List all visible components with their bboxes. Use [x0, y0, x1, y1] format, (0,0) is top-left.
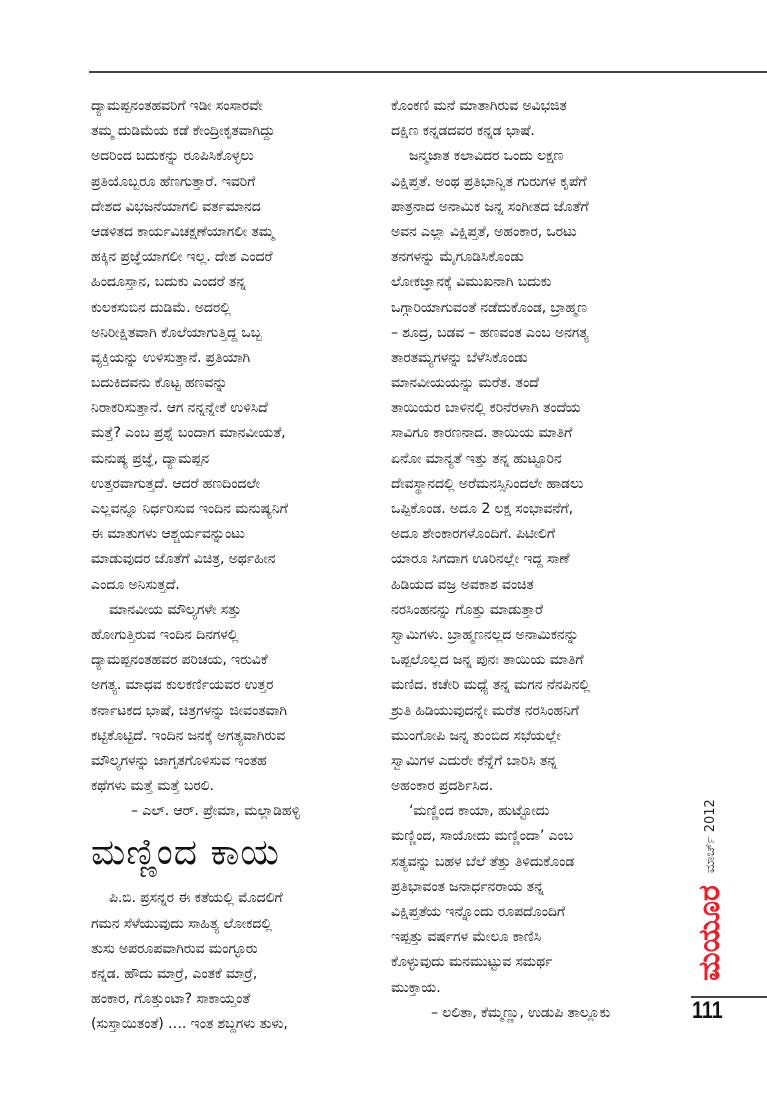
text-line: ಮುಕ್ತಾಯ.	[391, 979, 441, 996]
text-line: ಅದರಿಂದ ಬದುಕನ್ನು ರೂಪಿಸಿಕೊಳ್ಳಲು	[91, 148, 254, 165]
text-line: ಉತ್ತರವಾಗುತ್ತದೆ. ಆದರೆ ಹಣದಿಂದಲೇ	[91, 475, 261, 492]
text-line: ಕರ್ನಾಟಕದ ಭಾಷೆ, ಚಿತ್ರಗಳನ್ನು ಜೀವಂತವಾಗಿ	[91, 702, 287, 719]
text-line: ವಿಕ್ಷಿಪ್ತತೆ. ಅಂಥ ಪ್ರತಿಭಾನ್ವಿತ ಗುರುಗಳ ಕೃಪೆಗೆ	[391, 173, 587, 190]
text-line: ದ್ಯಾಮಪ್ಪನಂತಹವರ ಪರಿಚಯ, ಇರುವಿಕೆ	[91, 652, 268, 669]
text-line: ಪ್ರತಿಯೊಬ್ಬರೂ ಹೆಣಗುತ್ತಾರೆ. ಇವರಿಗೆ	[91, 173, 256, 190]
text-line: ಒಗ್ಗಾರಿಯಾಗುವಂತೆ ನಡೆದುಕೊಂಡ, ಬ್ರಾಹ್ಮಣ	[391, 299, 587, 316]
magazine-logo: ಮಯೂರ	[692, 885, 727, 981]
text-line: ಮತ್ತೆ? ಎಂಬ ಪ್ರಶ್ನೆ ಬಂದಾಗ ಮಾನವೀಯತೆ,	[91, 425, 286, 442]
review-headline: ಮಣ್ಣಿಂದ ಕಾಯ	[91, 832, 280, 874]
text-line: ಮಾನವೀಯಯನ್ನು ಮರೆತ. ತಂದೆ	[391, 375, 539, 392]
text-line: ಪ್ರತಿಭಾವಂತ ಜನಾರ್ಧನರಾಯ ತನ್ನ	[391, 878, 544, 895]
text-line: ವ್ಯಕ್ತಿಯನ್ನು ಉಳಿಸುತ್ತಾನೆ. ಪ್ರತಿಯಾಗಿ	[91, 349, 251, 366]
text-line: ಹಿಡಿಯದ ವಜ್ರ ಅವಕಾಶ ವಂಚಿತ	[391, 576, 534, 593]
masthead-strip	[690, 790, 730, 990]
left-column	[91, 94, 381, 1038]
text-line: ಮಣಿದ. ಕಚೇರಿ ಮಧ್ಯೆ ತನ್ನ ಮಗನ ನೆನಪಿನಲ್ಲಿ	[391, 677, 590, 694]
text-line: ‘ಮಣ್ಣಿಂದ ಕಾಯಾ, ಹುಟ್ಟೋದು	[409, 803, 550, 820]
text-line: ಒಪ್ಪಲೊಲ್ಲದ ಜನ್ನ ಪುನಃ ತಾಯಿಯ ಮಾತಿಗೆ	[391, 652, 584, 669]
issue-date: ಮಾರ್ಚ್ 2012	[702, 799, 718, 874]
text-line: ಮಾನವೀಯ ಮೌಲ್ಯಗಳೇ ಸತ್ತು	[109, 601, 242, 618]
text-line: ತಾಯಿಯರ ಬಾಳಿನಲ್ಲಿ ಕರಿನೆರಳಾಗಿ ತಂದೆಯ	[391, 400, 581, 417]
text-line: ಸ್ವಾಮಿಗಳ ಎದುರೇ ಕೆನ್ನೆಗೆ ಬಾರಿಸಿ ತನ್ನ	[391, 752, 557, 769]
text-line: ಸತ್ಯವನ್ನು ಬಹಳ ಬೆಲೆ ತೆತ್ತು ತಿಳಿದುಕೊಂಡ	[391, 853, 575, 870]
masthead-rotated	[694, 799, 726, 981]
text-line: ಮುಂಗೋಪಿ ಜನ್ನ ತುಂಬಿದ ಸಭೆಯಲ್ಲೇ	[391, 727, 561, 744]
text-line: ನರಸಿಂಹನನ್ನು ಗೊತ್ತು ಮಾಡುತ್ತಾರೆ	[391, 601, 543, 618]
article-continuation-paragraph-1	[91, 94, 381, 598]
text-line: ಕಟ್ಟಿಕೊಟ್ಟಿದೆ. ಇಂದಿನ ಜನಕ್ಕೆ ಅಗತ್ಯವಾಗಿರುವ	[91, 727, 286, 744]
text-line: ಅನಿರೀಕ್ಷಿತವಾಗಿ ಕೊಲೆಯಾಗುತ್ತಿದ್ದ ಒಬ್ಬ	[91, 324, 262, 341]
text-line: ಬದುಕಿದವನು ಕೊಟ್ಟ ಹಣವನ್ನು	[91, 375, 228, 392]
text-line: ತಮ್ಮ ದುಡಿಮೆಯ ಕಡೆ ಕೇಂದ್ರೀಕೃತವಾಗಿದ್ದು	[91, 123, 275, 140]
right-column	[391, 94, 681, 1026]
text-line: ಸ್ವಾಮಿಗಳು. ಬ್ರಾಹ್ಮಣನಲ್ಲದ ಅನಾಮಿಕನನ್ನು	[391, 626, 579, 643]
text-line: ಲೋಕಜ್ಞಾನಕ್ಕೆ ವಿಮುಖನಾಗಿ ಬದುಕು	[391, 274, 552, 291]
text-line: ಹಕ್ಕಿನ ಪ್ರಜ್ಞೆಯಾಗಲೀ ಇಲ್ಲ. ದೇಶ ಎಂದರೆ	[91, 249, 273, 266]
text-line: ದ್ಯಾಮಪ್ಪನಂತಹವರಿಗೆ ಇಡೀ ಸಂಸಾರವೇ	[91, 98, 263, 114]
text-line: – ಶೂದ್ರ, ಬಡವ – ಹಣವಂತ ಎಂಬ ಅನಗತ್ಯ	[391, 324, 589, 341]
text-line: ಕನ್ನಡ. ಹೌದು ಮಾರ್ರೆ, ಎಂತಕೆ ಮಾರ್ರೆ,	[91, 966, 258, 982]
text-line: ವಿಕ್ಷಿಪ್ತತೆಯ ಇನ್ನೊಂದು ರೂಪದೊಂದಿಗೆ	[391, 904, 565, 920]
review-paragraph-2	[391, 144, 681, 799]
article-signature: – ಎಲ್. ಆರ್. ಪ್ರೇಮಾ, ಮಲ್ಲಾಡಿಹಳ್ಳಿ	[131, 803, 300, 820]
text-line: ಅದೂ ಶೇಂಕಾರಗಳೊಂದಿಗೆ. ಪಿಟೀಲಿಗೆ	[391, 526, 555, 543]
text-line: ತನಗಳನ್ನು ಮೈಗೂಡಿಸಿಕೊಂಡು	[391, 249, 524, 266]
text-line: ದಕ್ಷಿಣ ಕನ್ನಡದವರ ಕನ್ನಡ ಭಾಷೆ.	[391, 123, 535, 140]
text-line: ಈ ಮಾತುಗಳು ಆಶ್ಚರ್ಯವನ್ನುಂಟು	[91, 526, 245, 543]
text-line: ಹೋಗುತ್ತಿರುವ ಇಂದಿನ ದಿನಗಳಲ್ಲಿ	[91, 626, 239, 643]
text-line: ಹಂಕಾರ, ಗೊತ್ತುಂಟಾ? ಸಾಕಾಯ್ತಂತೆ	[91, 991, 251, 1008]
text-line: ಎಂದೂ ಅನಿಸುತ್ತದೆ.	[91, 576, 180, 593]
text-line: ಸಾವಿಗೂ ಕಾರಣನಾದ. ತಾಯಿಯ ಮಾತಿಗೆ	[391, 425, 573, 442]
review-paragraph-1-end	[391, 94, 681, 144]
text-line: ದೇಶದ ವಿಭಜನೆಯಾಗಲಿ ವರ್ತಮಾನದ	[91, 198, 261, 215]
article-continuation-paragraph-2	[91, 598, 381, 800]
text-line: ಏನೋ ಮಾನ್ಯತೆ ಇತ್ತು ತನ್ನ ಹುಟ್ಟೂರಿನ	[391, 450, 562, 467]
text-line: ಅಗತ್ಯ. ಮಾಧವ ಕುಲಕರ್ಣಿಯವರ ಉತ್ತರ	[91, 677, 274, 694]
text-line: ತುಸು ಅಪರೂಪವಾಗಿರುವ ಮಂಗ್ಳೂರು	[91, 940, 258, 957]
text-line: ಮೌಲ್ಯಗಳನ್ನು ಜಾಗೃತಗೊಳಿಸುವ ಇಂತಹ	[91, 752, 267, 769]
text-line: ಒಪ್ಪಿಕೊಂಡ. ಅದೂ 2 ಲಕ್ಷ ಸಂಭಾವನೆಗೆ,	[391, 501, 573, 517]
text-line: ಮಾಡುವುದರ ಜೊತೆಗೆ ವಿಚಿತ್ರ, ಅರ್ಥಹೀನ	[91, 551, 276, 568]
review-paragraph-1-start	[91, 886, 381, 1037]
text-line: ಪಾತ್ರನಾದ ಅನಾಮಿಕ ಜನ್ನ ಸಂಗೀತದ ಜೊತೆಗೆ	[391, 198, 589, 215]
text-line: ಅಹಂಕಾರ ಪ್ರದರ್ಶಿಸಿದ.	[391, 778, 493, 795]
top-rule	[89, 71, 767, 73]
text-line: ಮನುಷ್ಯ ಪ್ರಜ್ಞೆ, ದ್ಯಾಮಪ್ಪನ	[91, 450, 210, 467]
text-line: ಎಲ್ಲವನ್ನೂ ನಿರ್ಧರಿಸುವ ಇಂದಿನ ಮನುಷ್ಯನಿಗೆ	[91, 501, 288, 517]
text-line: ಶ್ರುತಿ ಹಿಡಿಯುವುದನ್ನೇ ಮರೆತ ನರಸಿಂಹನಿಗೆ	[391, 702, 579, 719]
text-line: ನಿರಾಕರಿಸುತ್ತಾನೆ. ಆಗ ನನ್ನನ್ನೇಕೆ ಉಳಿಸಿದೆ	[91, 400, 268, 417]
text-line: ಇಪ್ಪತ್ತು ವರ್ಷಗಳ ಮೇಲೂ ಕಾಣಿಸಿ	[391, 929, 542, 946]
text-line: ಆಡಳಿತದ ಕಾರ್ಯವಿಚಕ್ಷಣೆಯಾಗಲೀ ತಮ್ಮ	[91, 223, 274, 240]
text-line: ಅವನ ಎಲ್ಲಾ ವಿಕ್ಷಿಪ್ತತೆ, ಅಹಂಕಾರ, ಒರಟು	[391, 223, 577, 240]
page-number: 111	[692, 997, 723, 1024]
text-line: ಯಾರೂ ಸಿಗದಾಗ ಊರಿನಲ್ಲೇ ಇದ್ದ ಸಾಣೆ	[391, 551, 570, 568]
text-line: ಗಮನ ಸೆಳೆಯುವುದು ಸಾಹಿತ್ಯ ಲೋಕದಲ್ಲಿ	[91, 915, 272, 932]
text-line: ಕುಲಕಸುಬಿನ ದುಡಿಮೆ. ಅದರಲ್ಲಿ	[91, 299, 231, 316]
text-line: ಜನ್ಮಜಾತ ಕಲಾವಿದರ ಒಂದು ಲಕ್ಷಣ	[409, 148, 564, 165]
text-line: ಕೊಂಕಣಿ ಮನೆ ಮಾತಾಗಿರುವ ಅವಿಭಜಿತ	[391, 98, 567, 114]
text-line: ಮಣ್ಣಿಂದ, ಸಾಯೋದು ಮಣ್ಣಿಂದಾ’ ಎಂಬ	[391, 828, 574, 845]
text-line: (ಸುಸ್ತಾಯಿತಂತೆ) …. ಇಂತ ಶಬ್ದಗಳು ತುಳು,	[91, 1016, 288, 1033]
review-signature: – ಲಲಿತಾ, ಕೆಮ್ಮಣ್ಣು, ಉಡುಪಿ ತಾಲ್ಲೂಕು	[431, 1004, 611, 1021]
text-line: ದೇವಸ್ಥಾನದಲ್ಲಿ ಅರೆಮನಸ್ಸಿನಿಂದಲೇ ಹಾಡಲು	[391, 475, 584, 492]
text-line: ತಾರತಮ್ಯಗಳನ್ನು ಬೆಳೆಸಿಕೊಂಡು	[391, 349, 528, 366]
text-line: ಕಥೆಗಳು ಮತ್ತೆ ಮತ್ತೆ ಬರಲಿ.	[91, 778, 214, 795]
text-line: ಕೊಳ್ಳುವುದು ಮನಮುಟ್ಟುವ ಸಮರ್ಥ	[391, 954, 553, 971]
text-line: ಹಿಂದೂಸ್ತಾನ, ಬದುಕು ಎಂದರೆ ತನ್ನ	[91, 274, 246, 291]
review-paragraph-3	[391, 799, 681, 1001]
text-line: ಪಿ.ಬಿ. ಪ್ರಸನ್ನರ ಈ ಕತೆಯಲ್ಲಿ ಮೊದಲಿಗೆ	[109, 890, 283, 907]
